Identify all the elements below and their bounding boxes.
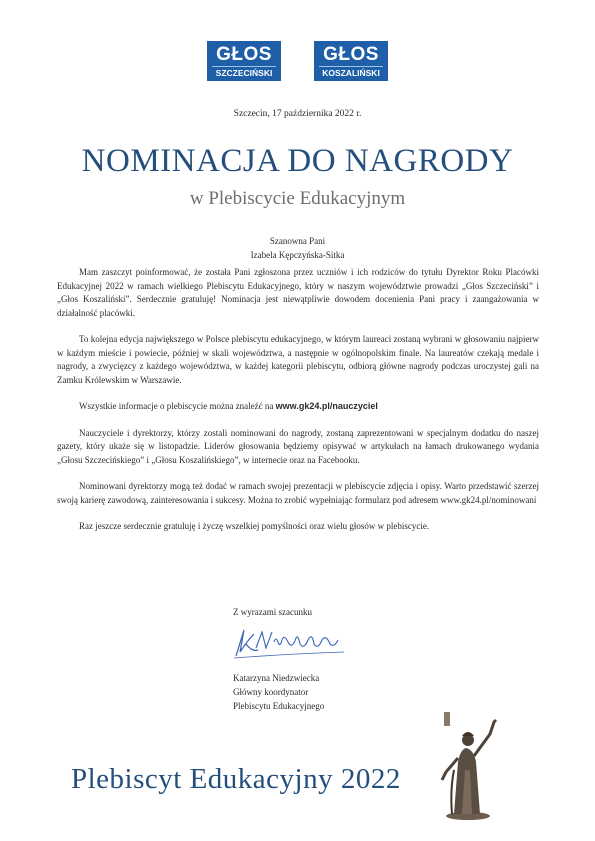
- salutation: Szanowna Pani: [269, 236, 326, 246]
- closing-line: Z wyrazami szacunku: [233, 607, 312, 617]
- statue-illustration-icon: [432, 710, 502, 822]
- page-subtitle: w Plebiscycie Edukacyjnym: [189, 188, 406, 209]
- logo-1-line2: SZCZECIŃSKI: [212, 66, 276, 78]
- logo-1-line1: GŁOS: [216, 43, 272, 65]
- signer-role: Główny koordynator: [233, 687, 309, 697]
- paragraph-5: Nominowani dyrektorzy mogą też dodać w ramach swojej prezentacji w plebiscycie zdjęcia i opisy. Warto przedstawić szerzej swoją karierę zawodową, zainteresowania i sukcesy. Można to zrobić wypełniając formularz pod adresem www.gk24.pl/nominowani: [57, 481, 539, 505]
- greeting-block: [0, 234, 595, 262]
- paragraph-4: Nauczyciele i dyrektorzy, którzy zostali nominowani do nagrody, zostaną zaprezentowani w specjalnym dodatku do naszej gazety, który ukaże się w listopadzie. Liderów głosowania będziemy opisywać w artykułach na łamach drukowanego wydania „Głosu Szczecińskiego” i „Głosu Koszalińskiego”, w internecie oraz na Facebooku.: [57, 427, 539, 465]
- letter-body: [57, 266, 539, 547]
- date-line: Szczecin, 17 października 2022 r.: [233, 109, 362, 119]
- signer-block: [233, 671, 324, 713]
- website-link[interactable]: www.gk24.pl/nauczyciel: [275, 401, 378, 411]
- footer-title: Plebiscyt Edukacyjny 2022: [71, 763, 401, 795]
- glos-koszalinski-logo: [314, 41, 388, 81]
- logo-2-line1: GŁOS: [323, 43, 379, 65]
- paragraph-2: To kolejna edycja największego w Polsce plebiscytu edukacyjnego, w którym laureaci zostaną wybrani w głosowaniu najpierw w każdym mieście i powiecie, później w skali województwa, a następnie w ogólnopolskim finale. Na laureatów czekają medale i nagrody, a zwycięzcy z każdego województwa, w każdej kategorii plebiscytu, odbiorą główne nagrody podczas uroczystej gali na Zamku Królewskim w Warszawie.: [57, 334, 539, 385]
- paragraph-6: Raz jeszcze serdecznie gratuluję i życzę wszelkiej pomyślności oraz wielu głosów w plebiscycie.: [79, 521, 430, 531]
- page-title: NOMINACJA DO NAGRODY: [81, 143, 514, 179]
- glos-szczecinski-logo: [207, 41, 281, 81]
- signer-name: Katarzyna Niedzwiecka: [233, 673, 320, 683]
- signer-org: Plebiscytu Edukacyjnego: [233, 701, 325, 711]
- paragraph-3: [57, 400, 539, 414]
- logo-2-line2: KOSZALIŃSKI: [319, 66, 383, 78]
- recipient-name: Izabela Kępczyńska-Sitka: [250, 250, 345, 260]
- paragraph-3-text: Wszystkie informacje o plebiscycie można znaleźć na: [79, 401, 276, 411]
- signature-image: [226, 622, 356, 662]
- paragraph-1: Mam zaszczyt poinformować, że została Pani zgłoszona przez uczniów i ich rodziców do tytułu Dyrektor Roku Placówki Edukacyjnej 2022 w ramach wielkiego Plebiscytu Edukacyjnego, który w naszym województwie prowadzi „Głos Szczeciński” i „Głos Koszaliński”. Serdecznie gratuluję! Nominacja jest niewątpliwie dowodem docenienia Pani pracy i zaangażowania w działalność placówki.: [57, 267, 539, 318]
- logo-row: [0, 41, 595, 81]
